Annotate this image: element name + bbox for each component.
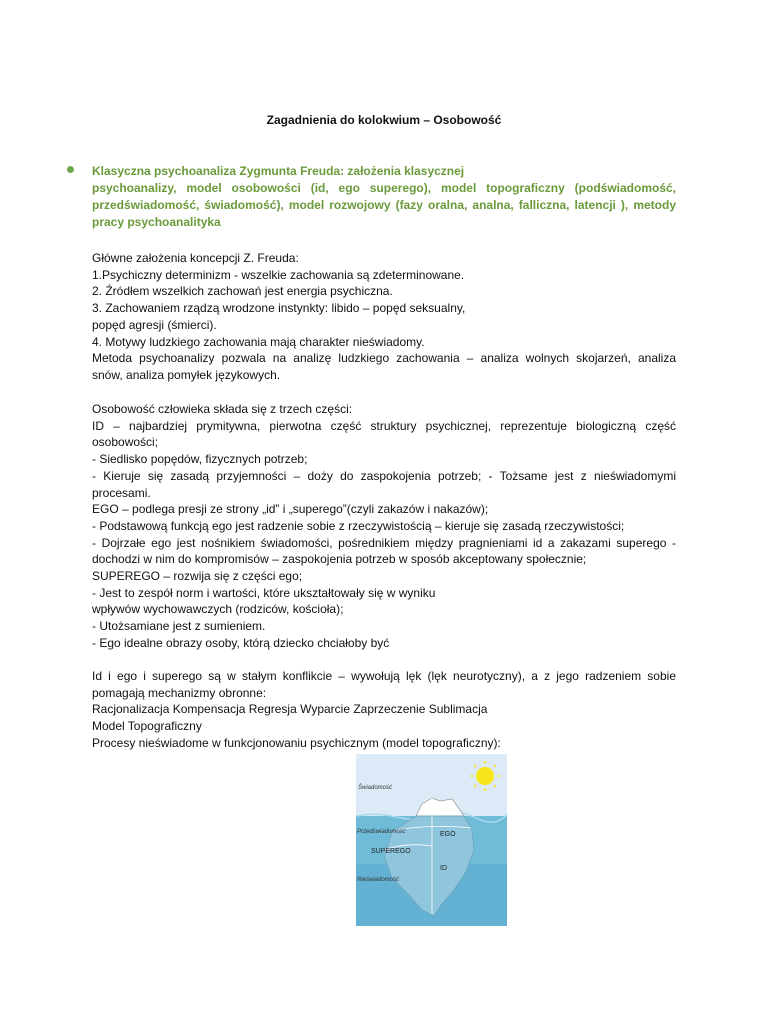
page-title: Zagadnienia do kolokwium – Osobowość	[266, 113, 502, 127]
structure-line: Osobowość człowieka składa się z trzech części:	[92, 402, 353, 416]
topic-line: przedświadomość, świadomość), model rozwojowy (fazy oralna, analna, falliczna, latencji ), metody	[92, 198, 676, 212]
assumption-line: Główne założenia koncepcji Z. Freuda:	[92, 251, 299, 265]
conflict-line: pomagają mechanizmy obronne:	[92, 685, 267, 700]
label-id: ID	[440, 865, 447, 872]
assumption-line: popęd agresji (śmierci).	[92, 317, 217, 332]
label-unconscious: Nieświadomość	[357, 877, 400, 883]
bullet-icon	[67, 166, 74, 173]
topic-line: Klasyczna psychoanaliza Zygmunta Freuda: założenia klasycznej	[92, 164, 465, 178]
structure-line: ID – najbardziej prymitywna, pierwotna część struktury psychicznej, reprezentuje biologiczną część	[92, 418, 676, 433]
label-preconscious: Przedświadomość	[357, 829, 406, 835]
iceberg-figure	[356, 754, 507, 926]
structure-line: - Siedlisko popędów, fizycznych potrzeb;	[92, 452, 308, 467]
structure-section	[92, 401, 676, 652]
assumption-line: 3. Zachowaniem rządzą wrodzone instynkty: libido – popęd seksualny,	[92, 301, 466, 316]
conflict-line: Id i ego i superego są w stałym konflikcie – wywołują lęk (lęk neurotyczny), a z jego radzeniem sobie	[92, 669, 676, 683]
structure-line: - Dojrzałe ego jest nośnikiem świadomości, pośrednikiem między pragnieniami id a zakazami superego -	[92, 535, 676, 550]
topic-line: pracy psychoanalityka	[92, 215, 221, 229]
label-ego: EGO	[440, 831, 456, 838]
structure-line: - Jest to zespół norm i wartości, które ukształtowały się w wyniku	[92, 585, 436, 600]
structure-line: - Ego idealne obrazy osoby, którą dziecko chciałoby być	[92, 635, 390, 650]
topic-line: psychoanalizy, model osobowości (id, ego superego), model topograficzny (podświadomość,	[92, 181, 676, 195]
conflict-line: Racjonalizacja Kompensacja Regresja Wyparcie Zaprzeczenie Sublimacja	[92, 702, 488, 717]
label-conscious: Świadomość	[358, 785, 393, 791]
structure-line: dochodzi w nim do kompromisów – zaspokojenia potrzeb w sposób akceptowany społecznie;	[92, 552, 587, 567]
assumption-line: 4. Motywy ludzkiego zachowania mają charakter nieświadomy.	[92, 334, 425, 349]
assumption-line: 1.Psychiczny determinizm - wszelkie zachowania są zdeterminowane.	[92, 267, 465, 282]
structure-line: EGO – podlega presji ze strony „id” i „superego”(czyli zakazów i nakazów);	[92, 502, 489, 517]
topic-heading	[92, 163, 676, 231]
structure-line: - Podstawową funkcją ego jest radzenie sobie z rzeczywistością – kieruje się zasadą rzeczywistości;	[92, 518, 625, 533]
structure-line: - Kieruje się zasadą przyjemności – dożу do zaspokojenia potrzeb; - Tożsame jest z nieświadomymi	[92, 468, 676, 483]
conflict-line: Model Topograficzny	[92, 719, 202, 734]
structure-line: - Utożsamiane jest z sumieniem.	[92, 619, 266, 634]
structure-line: procesami.	[92, 485, 151, 500]
structure-line: osobowości;	[92, 435, 159, 450]
assumption-line: 2. Źródłem wszelkich zachowań jest energia psychiczna.	[92, 284, 393, 299]
conflict-line: Procesy nieświadome w funkcjonowaniu psychicznym (model topograficzny):	[92, 735, 501, 750]
assumptions-section	[92, 250, 676, 384]
topic-bullet	[92, 163, 676, 231]
assumption-line: snów, analiza pomyłek językowych.	[92, 367, 281, 382]
structure-line: SUPEREGO – rozwija się z części ego;	[92, 569, 303, 584]
conflict-section	[92, 668, 676, 752]
assumption-line: Metoda psychoanalizy pozwala na analizę ludzkiego zachowania – analiza wolnych skojarzeń, analiza	[92, 351, 676, 366]
structure-line: wpływów wychowawczych (rodziców, kościoła);	[92, 602, 344, 617]
label-superego: SUPEREGO	[371, 848, 411, 855]
